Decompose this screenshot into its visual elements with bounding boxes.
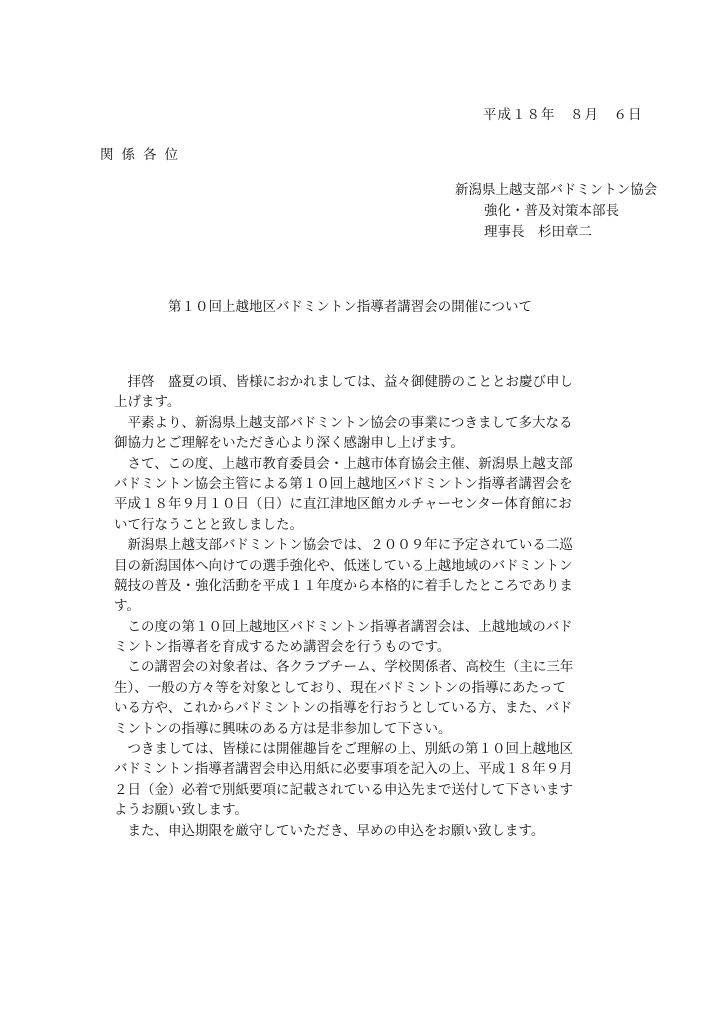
document-title: 第１０回上越地区バドミントン指導者講習会の開催について [168,299,532,315]
sender-department: 強化・普及対策本部長 [484,203,619,219]
addressee: 関係各位 [100,147,186,163]
body-line: この度の第１０回上越地区バドミントン指導者講習会は、上越地域のバド [114,618,573,635]
body-line: この講習会の対象者は、各クラブチーム、学校関係者、高校生（主に三年 [114,659,574,676]
sender-organization: 新潟県上越支部バドミントン協会 [455,182,658,198]
body-line: ２日（金）必着で別紙要項に記載されている申込先まで送付して下さいます [114,781,573,798]
body-line: バドミントン指導者講習会申込用紙に必要事項を記入の上、平成１８年９月 [114,761,573,778]
sender-name: 理事長 杉田章二 [484,224,592,240]
body-line: ミントンの指導に興味のある方は是非参加して下さい。 [114,720,452,737]
body-line: 平成１８年９月１０日（日）に直江津地区館カルチャーセンター体育館にお [114,496,572,513]
body-line: 上げます。 [114,394,181,411]
body-line: 新潟県上越支部バドミントン協会では、２００９年に予定されている二巡 [114,537,573,554]
body-line: いて行なうことと致しました。 [114,516,303,533]
body-line: 目の新潟国体へ向けての選手強化や、低迷している上越地域のバドミントン [114,557,573,574]
body-line: また、申込期限を厳守していただき、早めの申込をお願い致します。 [114,822,545,839]
body-line: 御協力とご理解をいただき心より深く感謝申し上げます。 [114,435,464,452]
body-line: 生）、一般の方々等を対象としており、現在バドミントンの指導にあたって [114,679,566,696]
body-line: 競技の普及・強化活動を平成１１年度から本格的に着手したところでありま [114,577,573,594]
body-text [114,372,614,841]
body-line: バドミントン協会主管による第１０回上越地区バドミントン指導者講習会を [114,475,573,492]
body-line: ようお願い致します。 [114,802,248,819]
body-line: す。 [114,598,140,615]
sender-block [455,180,657,243]
body-line: 拝啓 盛夏の頃、皆様におかれましては、益々御健勝のこととお慶び申し [114,374,573,390]
body-line: さて、この度、上越市教育委員会・上越市体育協会主催、新潟県上越支部 [114,455,573,472]
body-line: 平素より、新潟県上越支部バドミントン協会の事業につきまして多大なる [114,414,573,431]
body-line: つきましては、皆様には開催趣旨をご理解の上、別紙の第１０回上越地区 [114,741,573,758]
document-date: 平成１８年 ８月 ６日 [483,107,643,123]
body-line: ミントン指導者を育成するため講習会を行うものです。 [114,639,451,656]
body-line: いる方や、これからバドミントンの指導を行おうとしている方、また、バド [114,700,573,717]
